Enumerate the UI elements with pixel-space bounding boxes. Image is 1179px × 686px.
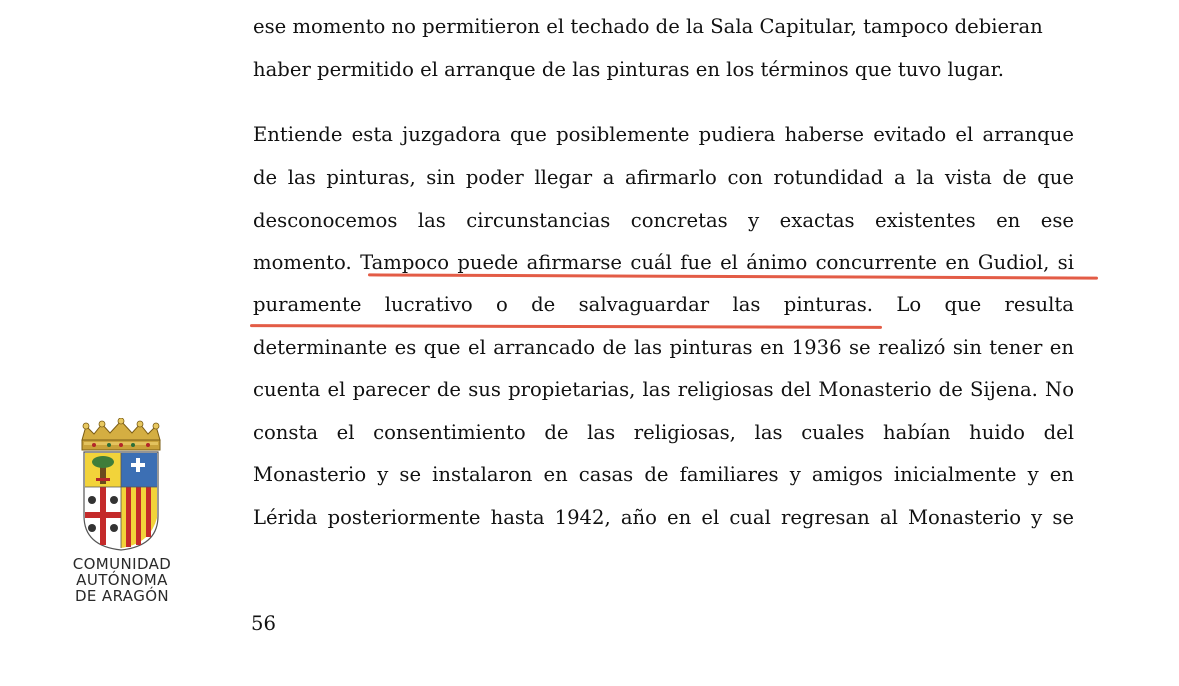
paragraph-2-line-4: momento. Tampoco puede afirmarse cuál fue el ánimo concurrente en Gudiol, si (253, 251, 1074, 274)
comunidad-autonoma-aragon-logo (66, 418, 178, 618)
paragraph-2-line-3: desconocemos las circunstancias concretas y exactas existentes en ese (253, 209, 1074, 232)
paragraph-1-line-1: ese momento no permitieron el techado de la Sala Capitular, tampoco debieran (253, 15, 1043, 38)
paragraph-2-line-5: puramente lucrativo o de salvaguardar las pinturas. Lo que resulta (253, 293, 1074, 316)
page-number: 56 (251, 612, 276, 635)
paragraph-2-line-7: cuenta el parecer de sus propietarias, las religiosas del Monasterio de Sijena. No (253, 378, 1074, 401)
paragraph-2-line-1: Entiende esta juzgadora que posiblemente pudiera haberse evitado el arranque (253, 123, 1074, 146)
paragraph-2-line-6: determinante es que el arrancado de las pinturas en 1936 se realizó sin tener en (253, 336, 1074, 359)
logo-caption-line-1: COMUNIDAD (72, 555, 172, 573)
crown-icon (82, 418, 160, 450)
paragraph-2-line-2: de las pinturas, sin poder llegar a afirmarlo con rotundidad a la vista de que (253, 166, 1074, 189)
logo-caption-line-2: AUTÓNOMA (76, 571, 168, 589)
red-underline-annotation-2 (250, 324, 882, 329)
paragraph-2-line-10: Lérida posteriormente hasta 1942, año en el cual regresan al Monasterio y se (253, 506, 1074, 529)
paragraph-2-line-9: Monasterio y se instalaron en casas de familiares y amigos inicialmente y en (253, 463, 1074, 486)
shield-icon (84, 452, 158, 550)
paragraph-2-line-8: consta el consentimiento de las religiosas, las cuales habían huido del (253, 421, 1074, 444)
logo-caption (66, 556, 178, 604)
paragraph-1-line-2: haber permitido el arranque de las pinturas en los términos que tuvo lugar. (253, 58, 1005, 81)
aragon-coat-of-arms-icon (76, 418, 166, 552)
logo-caption-line-3: DE ARAGÓN (74, 587, 170, 605)
